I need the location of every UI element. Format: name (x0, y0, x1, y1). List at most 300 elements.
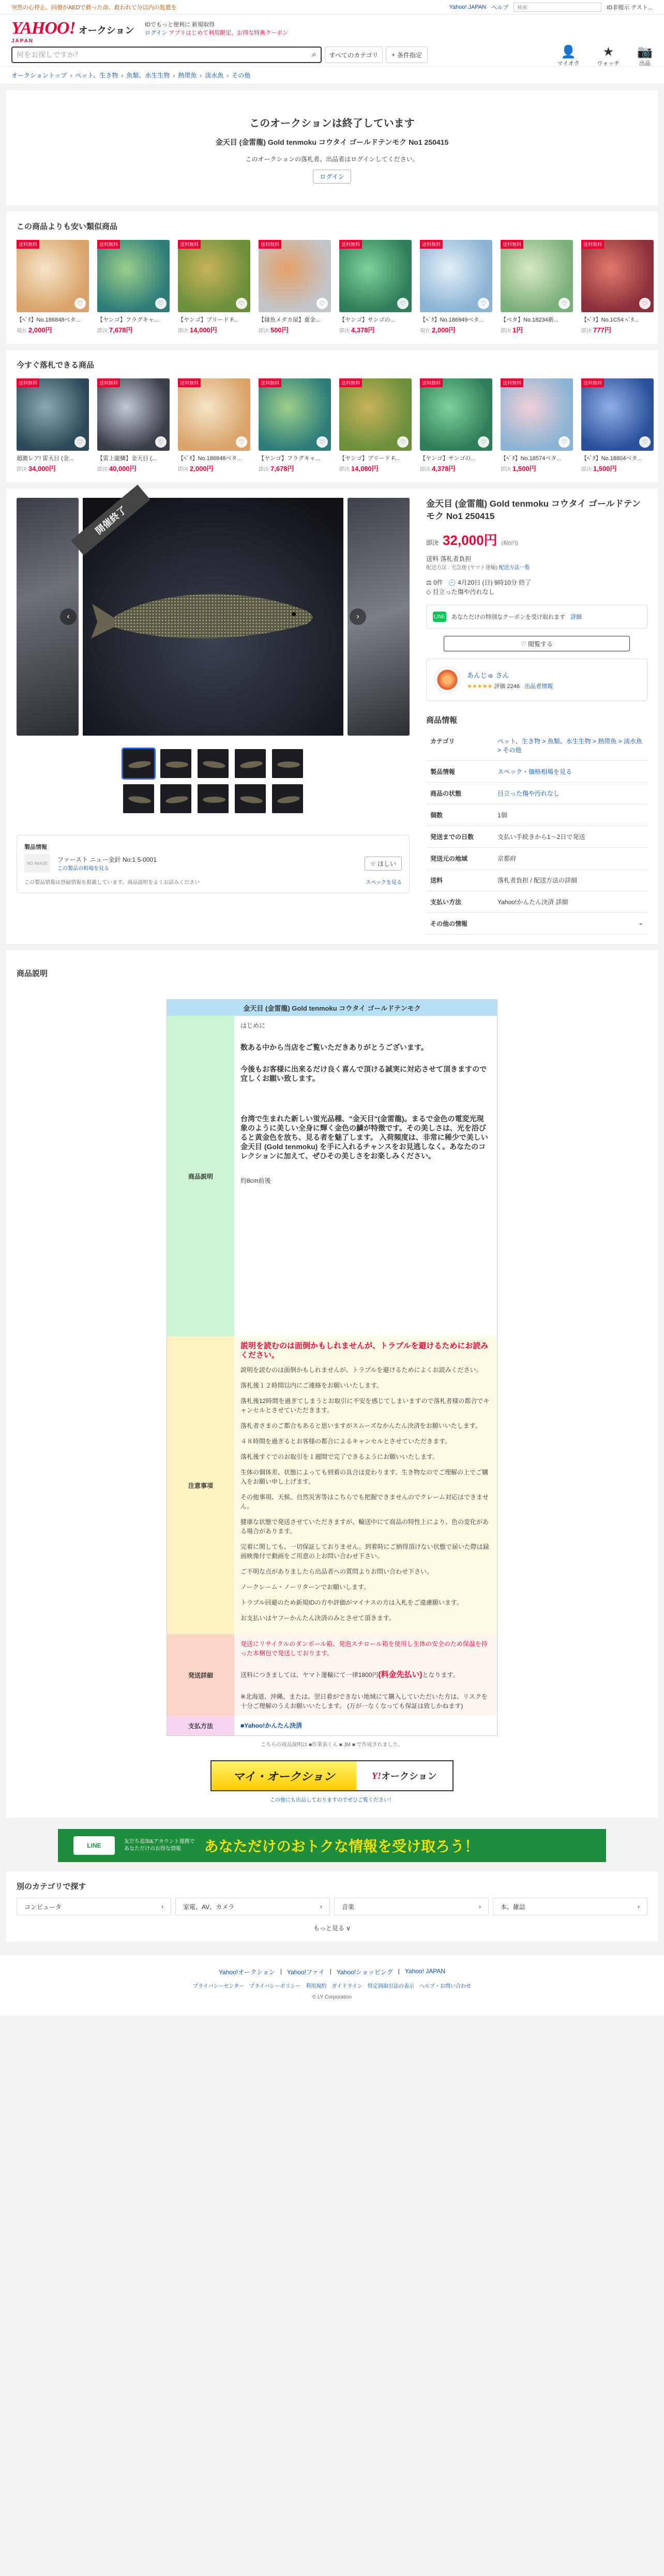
product-thumbnail[interactable] (259, 240, 331, 312)
auction-ended-notice (6, 90, 658, 205)
product-thumbnail[interactable] (581, 240, 654, 312)
thumbnail-image[interactable] (160, 749, 191, 778)
free-shipping-badge: 送料無料 (259, 378, 281, 387)
heart-icon[interactable]: ♡ (316, 298, 328, 309)
breadcrumb-separator: › (173, 71, 175, 79)
footer-link-small[interactable]: 利用規約 (306, 1984, 327, 1989)
logo-service-text: オークション (78, 25, 134, 36)
watch-label: ウォッチ (597, 60, 620, 67)
product-card[interactable] (501, 240, 573, 334)
banner-note[interactable]: この他にも出品しておりますのでぜひご覧ください！ (270, 1797, 394, 1803)
item-info-row (426, 804, 647, 826)
notes-line: 健康な状態で発送させていただきますが、輸送中にて商品の特性上により、色の変化がある場合があります。 (240, 1518, 489, 1535)
product-thumbnail[interactable] (581, 378, 654, 451)
product-title[interactable]: 【ヤンゴ】フラグキャ... (97, 317, 159, 323)
shipping-fee: 送料 落札者負担 (426, 555, 472, 562)
product-thumbnail[interactable] (259, 378, 331, 451)
heart-icon[interactable]: ♡ (397, 298, 409, 309)
free-shipping-badge: 送料無料 (97, 378, 120, 387)
breadcrumb (0, 66, 664, 84)
price-value: 7,678円 (270, 465, 294, 472)
product-thumbnail[interactable] (501, 378, 573, 451)
product-title[interactable]: 【ヤンゴ】ブリード F... (339, 455, 400, 462)
shipping-key: 発送詳細 (167, 1634, 234, 1716)
price-label: 即決 (178, 467, 188, 472)
banner-text: オークション (381, 1771, 437, 1781)
product-thumbnail[interactable] (178, 240, 250, 312)
notes-line: その他事項、天候、自然災害等はこちらでも把握できませんのでクレーム対応はできません。 (240, 1493, 489, 1510)
thumbnail-image[interactable] (198, 784, 229, 813)
ended-ribbon: 開催終了 (71, 484, 150, 555)
desc-line: はじめに (240, 1022, 266, 1029)
notes-line: 落札者さまのご都合もあると思いますがスムーズなかんたん決済をお願いいたします。 (240, 1422, 481, 1429)
product-card[interactable] (420, 240, 492, 334)
aed-notice-link[interactable]: 突然の心停止。同僚がAEDで救った命。救われて分以内の処置を (11, 4, 177, 11)
shipping-info (426, 554, 647, 573)
price-value: 4,378円 (432, 465, 456, 472)
product-price (420, 463, 492, 473)
tag-icon: ◇ (426, 588, 431, 596)
buynow-items-title: 今すぐ落札できる商品 (17, 361, 95, 370)
category-link[interactable] (493, 1898, 647, 1915)
heart-icon[interactable]: ♡ (74, 298, 86, 309)
item-info-row (426, 913, 647, 935)
product-price (501, 325, 573, 334)
product-title[interactable]: 【ヤンゴ】フラグキャ... (259, 455, 321, 462)
shipping-fee-text: 送料につきましては、ヤマト運輸にて一律1800円 (240, 1671, 379, 1679)
product-card[interactable] (501, 378, 573, 473)
product-price (501, 463, 573, 473)
description-key: 商品説明 (167, 1016, 234, 1336)
main-product-image[interactable] (67, 498, 359, 736)
coupon-detail-link[interactable]: 詳細 (570, 614, 582, 620)
seller-avatar[interactable] (434, 666, 461, 693)
image-gallery (17, 498, 410, 935)
item-info-title: 商品情報 (426, 716, 458, 725)
banner-left: マイ・オークション (212, 1761, 356, 1790)
item-info-key: 発送元の地域 (426, 848, 493, 870)
item-info-value: Yahoo!かんたん決済 詳細 (493, 891, 647, 913)
product-title[interactable]: 【ﾍﾞﾀ】No.18804ベタ... (581, 455, 642, 462)
thumbnail-image[interactable] (235, 784, 266, 813)
footer-link-small[interactable]: 特定商取引法の表示 (367, 1984, 414, 1989)
item-info-value (493, 913, 647, 935)
heart-icon[interactable]: ♡ (559, 436, 570, 448)
item-info-row (426, 730, 647, 761)
breadcrumb-separator: › (70, 71, 72, 79)
heart-icon[interactable]: ♡ (155, 436, 167, 448)
footer-link-small[interactable]: ガイドライン (331, 1984, 363, 1989)
footer-separator: | (329, 1968, 331, 1975)
price-label: 現在 (17, 328, 27, 334)
top-info-bar (0, 0, 664, 14)
prev-image-button[interactable] (60, 608, 77, 625)
item-info-value: 京都府 (493, 848, 647, 870)
rating-stars: ★★★★★ (467, 683, 493, 690)
footer-separator: | (398, 1968, 400, 1975)
watch-list-button[interactable] (597, 45, 620, 67)
purchase-column (426, 498, 647, 935)
description-title: 商品説明 (17, 969, 48, 978)
free-shipping-badge: 送料無料 (420, 240, 443, 249)
product-thumbnail[interactable] (501, 240, 573, 312)
product-price (339, 325, 412, 334)
price-value: 2,000円 (28, 326, 52, 334)
product-thumbnail[interactable] (17, 378, 89, 451)
product-title[interactable]: 【ベタ】No.18234新... (501, 317, 559, 323)
breadcrumb-link[interactable]: 淡水魚 (205, 72, 224, 79)
product-price (259, 463, 331, 473)
product-card[interactable] (259, 378, 331, 473)
my-auction-banner[interactable] (210, 1760, 454, 1791)
search-icon[interactable]: ⌕ (312, 50, 316, 59)
product-price (259, 325, 331, 334)
category-link[interactable] (17, 1898, 171, 1915)
heart-icon[interactable]: ♡ (478, 436, 489, 448)
notes-line: トラブル回避のため新規IDの方や評価がマイナスの方は入札をご遠慮願います。 (240, 1599, 463, 1606)
header-icons (557, 45, 653, 67)
product-main (6, 489, 658, 944)
chevron-right-icon: › (320, 1903, 322, 1910)
catalog-market-link[interactable]: この製品の相場を見る (57, 866, 109, 872)
other-categories-title: 別のカテゴリで探す (17, 1882, 86, 1891)
seller-rating[interactable]: 評価 2246 (494, 683, 520, 690)
product-card[interactable] (97, 378, 170, 473)
price-label: 即決 (259, 467, 269, 472)
user-icon: 👤 (560, 45, 576, 59)
price-value: 2,000円 (432, 326, 456, 334)
price-value: 40,000円 (109, 465, 137, 472)
heart-icon[interactable]: ♡ (316, 436, 328, 448)
heart-icon[interactable]: ♡ (639, 298, 651, 309)
product-catalog-title: 製品情報 (24, 844, 47, 850)
buynow-items-row (17, 378, 647, 473)
product-price (17, 325, 89, 334)
description-row (167, 1016, 497, 1336)
price-value: 7,678円 (109, 326, 133, 334)
category-link[interactable] (175, 1898, 330, 1915)
price-value: 14,000円 (190, 326, 217, 334)
tax-note: (税0円) (501, 541, 518, 546)
breadcrumb-separator: › (121, 71, 124, 79)
product-price (17, 463, 89, 473)
similar-items-row (17, 240, 647, 334)
shipping-body (234, 1634, 497, 1716)
heart-icon[interactable]: ♡ (397, 436, 409, 448)
notes-line: ノークレーム・ノーリターンでお願いします。 (240, 1583, 370, 1591)
category-link[interactable] (334, 1898, 489, 1915)
more-categories-button[interactable]: もっと見る ∨ (313, 1925, 351, 1932)
category-label: 家電、AV、カメラ (183, 1903, 235, 1911)
notes-line: ４８時間を過ぎるとお客様の都合によるキャンセルとさせていただきます。 (240, 1438, 451, 1445)
notes-line: 落札後すぐでのお取引を１週間で完了できるようにお願いいたします。 (240, 1453, 439, 1460)
breadcrumb-separator: › (200, 71, 202, 79)
thumbnail-image[interactable] (272, 749, 303, 778)
item-info-row (426, 783, 647, 804)
shipping-fee-suffix: となります。 (422, 1671, 459, 1679)
yahoo-auction-logo[interactable] (11, 19, 135, 43)
spec-link[interactable]: スペックを見る (366, 880, 402, 886)
desc-line: 約8cm前後 (240, 1177, 271, 1184)
thumbnail-image[interactable] (235, 749, 266, 778)
notes-line: 落札後12時間を過ぎてしまうとお取引に不安を感じてしまいますので落札者様の都合でキャンセルとさせていただきます。 (240, 1397, 490, 1414)
clock-icon: 🕘 (448, 579, 456, 586)
fish-image (83, 498, 343, 736)
next-image-button[interactable] (350, 608, 366, 625)
condition-text: 目立った傷や汚れなし (432, 588, 495, 596)
ended-title: このオークションは終了しています (249, 118, 415, 129)
line-icon: LINE (433, 612, 446, 622)
free-shipping-badge: 送料無料 (339, 240, 362, 249)
price-label: 即決 (97, 467, 108, 472)
product-title: 金天目 (金雷龍) Gold tenmoku コウタイ ゴールドテンモク No1 250415 (426, 499, 641, 521)
shipping-methods-link[interactable]: 配送方法一覧 (499, 565, 530, 571)
description-section (6, 950, 658, 1818)
breadcrumb-link[interactable]: その他 (232, 72, 251, 79)
star-icon: ★ (602, 45, 614, 59)
notes-line: 落札後１２時間以内にご連絡をお願いいたします。 (240, 1382, 383, 1389)
product-price (97, 463, 170, 473)
breadcrumb-separator: › (227, 71, 229, 79)
product-thumbnail[interactable] (420, 240, 492, 312)
notes-body (234, 1336, 497, 1634)
category-label: 音楽 (342, 1903, 355, 1911)
product-title[interactable]: 【雷上龍鱗】金天目 (... (97, 455, 157, 462)
product-card[interactable] (17, 240, 89, 334)
thumbnail-image[interactable] (160, 784, 191, 813)
free-shipping-badge: 送料無料 (178, 378, 201, 387)
shipping-fee-line (240, 1670, 491, 1680)
sell-button[interactable] (637, 45, 653, 67)
ad-logo: LINE (73, 1836, 115, 1855)
thumbnail-image[interactable] (198, 749, 229, 778)
site-header (0, 14, 664, 66)
item-info-key: 送料 (426, 870, 493, 891)
footer-link[interactable]: Yahoo!オークション (218, 1969, 275, 1976)
price-value: 34,000円 (28, 465, 56, 472)
product-thumbnail[interactable] (339, 240, 412, 312)
product-title[interactable]: 【ﾍﾞﾀ】No.186848ベタ... (178, 455, 242, 462)
thumbnail-image[interactable] (272, 784, 303, 813)
product-price (178, 463, 250, 473)
login-link[interactable]: ログイン (145, 30, 168, 36)
product-title[interactable]: 【ﾍﾞﾀ】No.1C54 ﾍﾞﾀ... (581, 317, 639, 323)
product-title[interactable]: 【ヤンゴ】ブリード F... (178, 317, 238, 323)
product-card[interactable] (581, 240, 654, 334)
description-header: 金天目 (金雷龍) Gold tenmoku コウタイ ゴールドテンモク (167, 1000, 497, 1016)
seller-info-link[interactable]: 出品者情報 (524, 683, 553, 690)
item-info-key: 商品の状態 (426, 783, 493, 804)
footer-link-small[interactable]: プライバシーセンター (193, 1984, 244, 1989)
product-card[interactable] (178, 240, 250, 334)
footer-link[interactable]: Yahoo!ショッピング (337, 1969, 393, 1976)
shipping-row (167, 1634, 497, 1716)
ended-login-button[interactable]: ログイン (313, 170, 351, 184)
catalog-name: ファースト ニュー金針 No:1 5-0001 (57, 856, 157, 863)
item-info-key: カテゴリ (426, 730, 493, 761)
breadcrumb-link[interactable]: ペット、生き物 (75, 72, 118, 79)
free-shipping-badge: 送料無料 (97, 240, 120, 249)
item-info-row (426, 826, 647, 848)
chevron-left-icon: ‹ (67, 612, 70, 621)
product-thumbnail[interactable] (178, 378, 250, 451)
footer-link-small[interactable]: プライバシーポリシー (249, 1984, 301, 1989)
seller-name[interactable]: あんじゅ さん (467, 671, 509, 679)
thumbnail-image[interactable] (123, 784, 154, 813)
product-title[interactable]: 【ヤンゴ】サンゴの... (420, 455, 476, 462)
advanced-search-button[interactable] (386, 47, 428, 63)
price-value: 500円 (270, 326, 289, 334)
coupon-text: あなただけの特別なクーポンを受け取れます (451, 614, 565, 620)
shipping-method: 配送方法 : 宅急便 (ヤマト運輸) (426, 565, 497, 571)
free-shipping-badge: 送料無料 (501, 378, 523, 387)
top-search-input[interactable]: 検索 (514, 3, 601, 12)
product-thumbnail[interactable] (17, 240, 89, 312)
help-link[interactable]: ヘルプ (491, 4, 509, 11)
want-button[interactable]: ☆ ほしい (365, 857, 402, 871)
search-placeholder: 何をお探しですか？ (17, 51, 82, 59)
item-info-value[interactable]: ペット、生き物 > 魚類、水生生物 > 熱帯魚 > 淡水魚 > その他 (493, 730, 647, 761)
hammer-icon: ⚖ (426, 579, 432, 586)
price-label: 即決 (339, 328, 350, 334)
item-info-value: 支払い手続きから1〜2日で発送 (493, 826, 647, 848)
footer-link[interactable]: Yahoo! JAPAN (404, 1968, 446, 1975)
price-value: 1,500円 (512, 465, 536, 472)
search-input[interactable] (11, 47, 322, 63)
product-title[interactable]: 【縁魚メダカ屋】重金... (259, 317, 321, 323)
myauction-button[interactable] (557, 45, 579, 67)
product-title[interactable]: 【ヤンゴ】サンゴの... (339, 317, 395, 323)
product-thumbnail[interactable] (97, 378, 170, 451)
ad-main-text: あなただけのおトクな情報を受け取ろう！ (204, 1838, 479, 1854)
top-right-links (449, 3, 653, 12)
myauction-label: マイオク (557, 60, 580, 67)
breadcrumb-link[interactable]: オークショントップ (11, 72, 67, 79)
price-label: 即決 (178, 328, 188, 334)
item-info-value[interactable]: 目立った傷や汚れなし (493, 783, 647, 804)
payment-row (167, 1716, 497, 1735)
coupon-banner[interactable] (426, 605, 647, 629)
price-label: 即決 (426, 539, 439, 546)
footer-link-small[interactable]: ヘルプ・お問い合わせ (419, 1984, 471, 1989)
watch-button[interactable]: ♡ 閲覧する (444, 636, 630, 651)
product-card[interactable] (17, 378, 89, 473)
banner-right (356, 1769, 452, 1782)
breadcrumb-link[interactable]: 魚類、水生生物 (126, 72, 170, 79)
notes-lead: 説明を読むのは面倒かもしれませんが、トラブルを避けるためにお読みください。 (240, 1342, 489, 1360)
product-thumbnail[interactable] (339, 378, 412, 451)
desc-line: 台湾で生まれた新しい蛍光品種、"金天目"(金雷龍)。まるで金色の電変光現象のように美しい全身に輝く金色の鱗が特徴です。その美しさは、光を浴びると黄金色を放ち、見る者を魅了します。 入荷頻度は、非常に稀少で美しい金天目 (Gold tenmoku) を手に入れるチャンスをお見逃しなく。あなたのコレクションに加えて、ぜひその美しさをお楽しみください。 (240, 1115, 488, 1160)
product-card[interactable] (339, 240, 412, 334)
product-price (581, 463, 654, 473)
price-label: 即決 (339, 467, 350, 472)
desc-line: 今後もお客様に出来るだけ良く喜んで頂ける誠実に対応させて頂きますので宜しくお願い致します。 (240, 1065, 487, 1083)
banner-logo: Y! (371, 1770, 381, 1781)
heart-icon[interactable]: ♡ (559, 298, 570, 309)
item-info-key: その他の情報 (426, 913, 493, 935)
item-info-value[interactable]: スペック・価格相場を見る (493, 761, 647, 783)
yahoo-japan-link[interactable]: Yahoo! JAPAN (449, 4, 487, 10)
item-info-row (426, 891, 647, 913)
product-title[interactable]: 【ﾍﾞﾀ】No.186949ベタ... (420, 317, 484, 323)
price-value: 14,080円 (351, 465, 379, 472)
price-label: 即決 (501, 467, 511, 472)
price-value: 1円 (512, 326, 523, 334)
free-shipping-badge: 送料無料 (581, 378, 604, 387)
price-label: 現在 (420, 328, 430, 334)
header-links (145, 21, 288, 37)
product-price (339, 463, 412, 473)
item-info-value: 落札者負担 / 配送方法の詳細 (493, 870, 647, 891)
register-link[interactable]: IDでもっと便利に 新規取得 (145, 22, 215, 28)
heart-icon[interactable]: ♡ (478, 298, 489, 309)
price-label: 即決 (97, 328, 108, 334)
product-card[interactable] (259, 240, 331, 334)
heart-icon[interactable]: ♡ (236, 298, 247, 309)
chevron-down-icon[interactable]: ⌄ (638, 919, 643, 926)
bid-count: 0件 (433, 579, 443, 586)
heart-icon[interactable]: ♡ (639, 436, 651, 448)
price-row (426, 530, 647, 549)
copyright: © LY Corporation (312, 1994, 352, 2000)
product-thumbnail[interactable] (420, 378, 492, 451)
app-promo-link[interactable]: アプリはじめて利用限定、お得な特典クーポン (169, 30, 289, 36)
camera-icon: 📷 (637, 45, 653, 59)
product-card[interactable] (581, 378, 654, 473)
product-title[interactable]: 超激レア! 雷天目 (金... (17, 455, 73, 462)
user-name[interactable]: ID非掲示 テスト... (607, 4, 653, 11)
price-value: 4,378円 (351, 326, 375, 334)
free-shipping-badge: 送料無料 (339, 378, 362, 387)
free-shipping-badge: 送料無料 (420, 378, 443, 387)
notes-line: 説明を読むのは面倒かもしれませんが、トラブルを避けるためによくお読みください。 (240, 1366, 482, 1374)
footer-link[interactable]: Yahoo!ファイ (286, 1969, 325, 1976)
product-title[interactable]: 【ﾍﾞﾀ】No.18574ベタ... (501, 455, 562, 462)
free-shipping-badge: 送料無料 (501, 240, 523, 249)
advanced-label: 条件指定 (397, 51, 422, 59)
product-card[interactable] (420, 378, 492, 473)
heart-icon[interactable]: ♡ (236, 436, 247, 448)
description-table (167, 999, 497, 1736)
notes-line: お支払いはヤフーかんたん決済のみとさせて頂きます。 (240, 1614, 395, 1622)
heart-icon[interactable]: ♡ (74, 436, 86, 448)
product-card[interactable] (178, 378, 250, 473)
product-card[interactable] (97, 240, 170, 334)
thumbnail-image[interactable] (123, 749, 154, 778)
product-thumbnail[interactable] (97, 240, 170, 312)
description-generator-note: こちらの商品説明は ■作業表くん ■ JM ■ で作成されました。 (261, 1742, 403, 1748)
search-row (11, 47, 428, 63)
product-card[interactable] (339, 378, 412, 473)
category-label: コンピュータ (24, 1903, 62, 1911)
line-ad-banner[interactable] (58, 1829, 606, 1862)
product-title[interactable]: 【ﾍﾞﾀ】No.186848ベタ... (17, 317, 81, 323)
plus-icon: + (391, 51, 396, 58)
heart-icon[interactable]: ♡ (155, 298, 167, 309)
ended-message: このオークションの落札者、出品者はログインしてください。 (245, 156, 419, 163)
logo-japan-text: JAPAN (11, 38, 34, 44)
end-time: 4月20日 (日) 9時10分 終了 (458, 579, 532, 586)
shipping-lead: 発送にリサイクルのダンボール箱、発泡スチロール箱を使用し生体の安全のため保温を持った本梱包で発送しております。 (240, 1640, 488, 1657)
notes-line: 完着に関しても、一切保証しておりません。到着時にご納得頂けない状態で届いた際は録画映像付で動画をご用意の上お問い合わせ下さい。 (240, 1543, 489, 1560)
notes-line: 生体の個体差、状態によっても到着の具合は変わります。生き物なのでご理解の上でご購入をお願い申し上げます。 (240, 1469, 489, 1485)
free-shipping-badge: 送料無料 (178, 240, 201, 249)
description-body (234, 1016, 497, 1336)
breadcrumb-link[interactable]: 熱帯魚 (178, 72, 197, 79)
category-select[interactable]: すべてのカテゴリ (325, 47, 383, 63)
catalog-note: この製品情報は登録情報を掲載しています。商品説明をよくお読みください (24, 880, 200, 886)
notes-row (167, 1336, 497, 1634)
